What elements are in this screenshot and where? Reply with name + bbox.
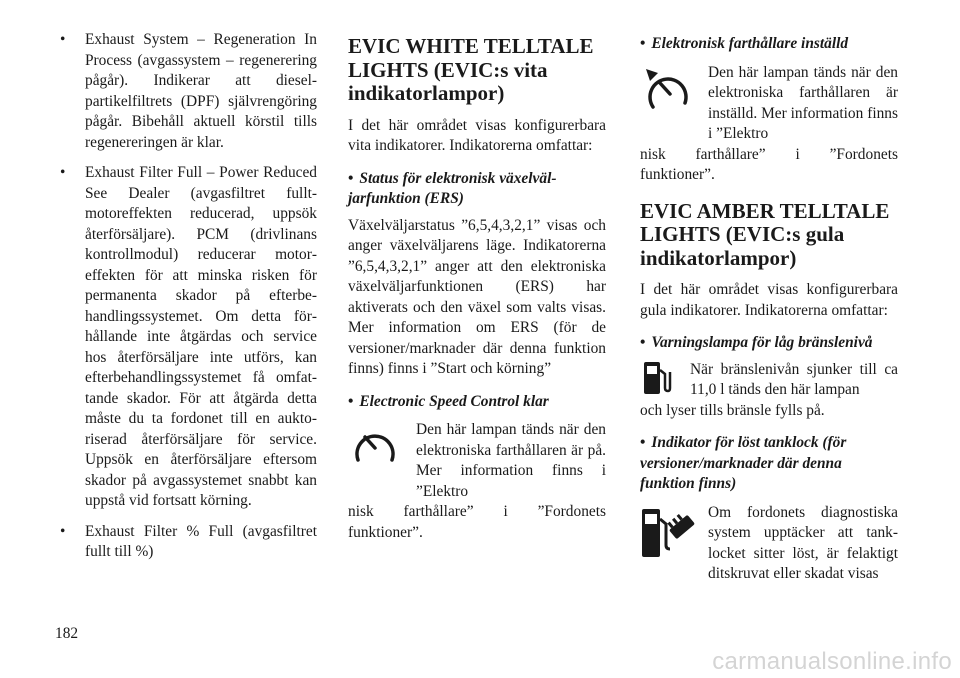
speed-control-ready-text: Den här lampan tänds när den elektroniska farthållaren är på. Mer information finns i ”Elektro [416, 421, 606, 500]
low-fuel-text: När bränslenivån sjunker till ca 11,0 l tänds den här lampan [690, 360, 898, 398]
loose-cap-row [640, 503, 898, 585]
bullet-dot: • [640, 334, 646, 351]
loose-cap-text: Om fordonets diagnostiska system upptäcker att tanklocket sitter löst, är felaktigt ditskruvat eller skadat visas [708, 503, 898, 582]
bullet-dot: • [60, 164, 66, 181]
bullet-item [55, 163, 317, 512]
subheading-low-fuel: • Varningslampa för låg bränslenivå [640, 334, 873, 351]
bullet-dot: • [60, 31, 66, 48]
section-heading-amber: EVIC AMBER TELLTALE LIGHTS (EVIC:s gula indikatorlampor) [640, 198, 890, 270]
intro-text: I det här området visas konfigurerbara vita indikatorer. Indikatorerna omfattar: [348, 116, 606, 154]
loose-fuel-cap-icon [640, 503, 696, 568]
bullet-item [55, 522, 317, 563]
speedometer-icon [352, 424, 398, 471]
bullet-dot: • [348, 392, 354, 410]
speed-control-ready-cont: nisk farthållare” i ”Fordonets funktioner”. [348, 503, 606, 541]
subheading-speed-control-ready: • Electronic Speed Control klar [348, 392, 549, 410]
low-fuel-row [640, 360, 898, 401]
middle-column [348, 30, 606, 543]
subheading-speed-control-set: • Elektronisk farthållare inställd [640, 35, 849, 52]
subheading-ers: • Status för elektronisk växelväljarfunktion (ERS) [348, 169, 557, 207]
bullet-item [55, 30, 317, 153]
ers-text: Växelväljarstatus ”6,5,4,3,2,1” visas och anger växelväljarens läge. Indikatorerna ”6,5,4,3,2,1” anger att den elektroniska växelväljarfunktionen (ERS) har aktiverats och den växel som valts visas. Mer information om ERS (för de versioner/marknader där denna funktion finns) finns i ”Start och körning” [348, 216, 606, 377]
bullet-dot: • [348, 169, 354, 187]
low-fuel-cont: och lyser tills bränsle fylls på. [640, 401, 825, 419]
bullet-text: Exhaust System – Regeneration In Process (avgassystem – regenerering pågår). Indikerar att dieselpartikelfiltrets (DPF) självrengöring pågår. Bibehåll aktuell körstil tills regenereringen är klar. [85, 31, 317, 151]
fuel-pump-icon [642, 360, 672, 401]
speed-control-set-cont: nisk farthållare” i ”Fordonets funktioner”. [640, 145, 898, 183]
subheading-loose-cap: • Indikator för löst tanklock (för versioner/marknader där denna funktion finns) [640, 434, 847, 492]
bullet-text: Exhaust Filter Full – Power Reduced See Dealer (avgasfiltret fullt-motoreffekten reducerad, uppsök återförsäljare). PCM (drivlinans kontrollmodul) reducerar motoreffekten för att minska risken för permanenta skador på efterbehandlingssystemet. Om detta förhållande inte åtgärdas och service hos återförsäljare inte utförs, kan efterbehandlingssystemet få omfattande skador. För att åtgärda detta måste du ta fordonet till en auktoriserad återförsäljare för service. Uppsök en återförsäljare eftersom skador på avgassystemet snabbt kan uppstå vid fortsatt körning. [85, 164, 317, 509]
bullet-dot: • [640, 35, 646, 52]
bullet-dot: • [640, 434, 646, 451]
speed-control-set-text: Den här lampan tänds när den elektroniska farthållaren är inställd. Mer information finns i ”Elektro [708, 63, 898, 142]
speed-control-ready-row [348, 420, 606, 502]
bullet-text: Exhaust Filter % Full (avgasfiltret fullt till %) [85, 522, 317, 560]
intro-text-amber: I det här området visas konfigurerbara gula indikatorer. Indikatorerna omfattar: [640, 281, 898, 319]
watermark: carmanualsonline.info [712, 648, 952, 675]
page-number: 182 [55, 625, 79, 642]
right-column [640, 30, 898, 585]
speedometer-set-icon [644, 67, 692, 118]
left-column [55, 30, 317, 573]
speed-control-set-row [640, 63, 898, 145]
section-heading-white: EVIC WHITE TELLTALE LIGHTS (EVIC:s vita indikatorlampor) [348, 34, 594, 105]
bullet-dot: • [60, 522, 66, 540]
